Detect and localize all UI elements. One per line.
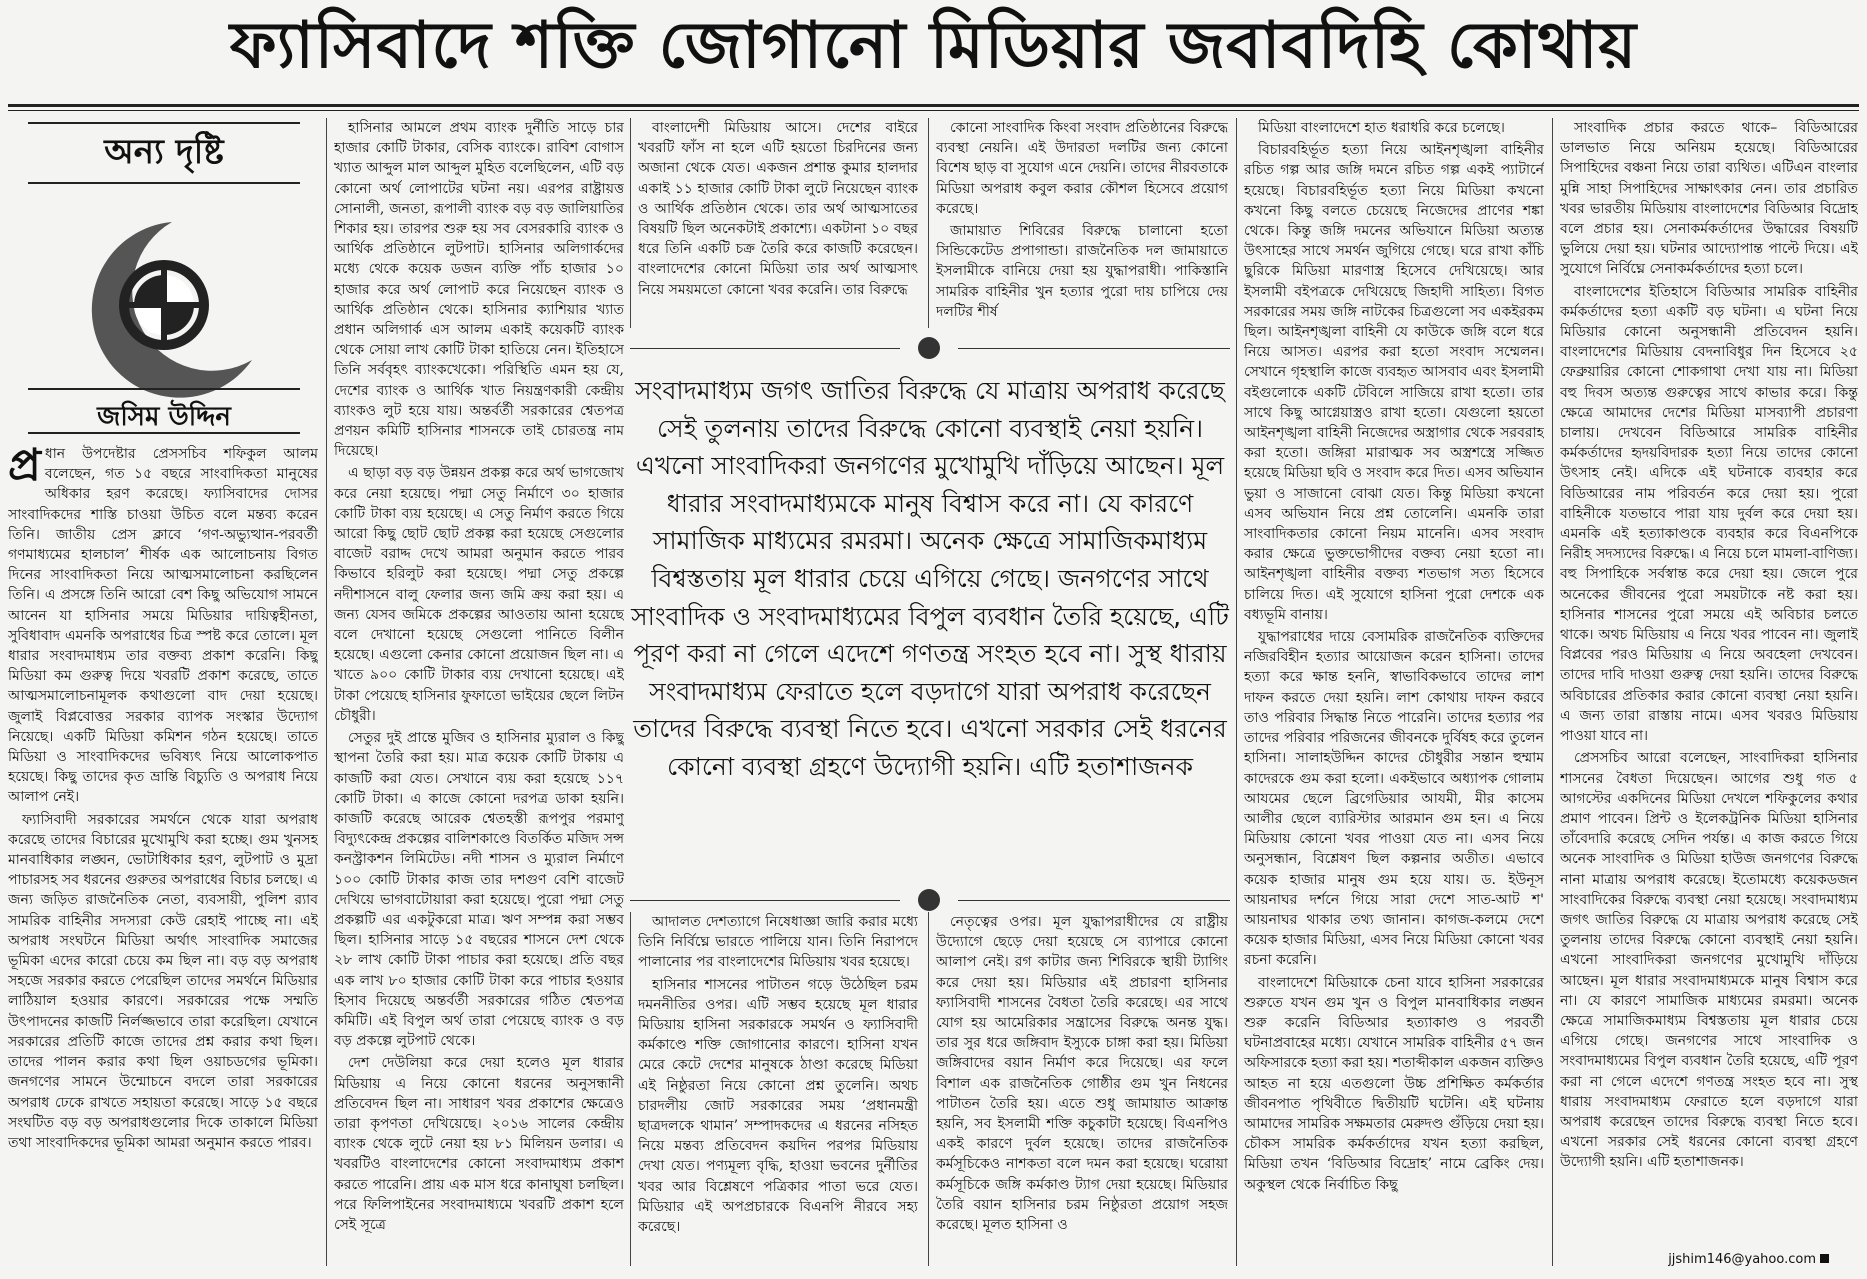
section-label: অন্য দৃষ্টি <box>104 132 224 172</box>
kicker-rule-bottom <box>28 182 300 184</box>
kicker-rule-top <box>28 122 300 124</box>
column-divider <box>1552 118 1553 1266</box>
column-divider <box>630 912 631 1266</box>
paragraph: সাংবাদিক প্রচার করতে থাকে– বিডিআরের ডালভাত নিয়ে অনিয়ম হয়েছে। বিডিআরের সিপাহিদের বঞ্চনা নিয়ে তারা ব্যথিত। এটিএন বাংলার মুন্নি সাহা সিপাহিদের সাক্ষাৎকার নেন। তার প্রচারিত খবর ভারতীয় মিডিয়ায় বাংলাদেশের বিডিআর বিদ্রোহ বলে প্রচার হয়। সেনাকর্মকর্তাদের উদ্ধারের বিষয়টি ভুলিয়ে দেয়া হয়। ঘটনার আদ্যোপান্ত পাল্টে দিয়ে। এই সুযোগে নির্বিঘ্নে সেনাকর্মকর্তাদের হত্যা চলে। <box>1560 120 1858 278</box>
column-divider <box>326 118 327 1266</box>
dropcap: প্র <box>8 444 41 491</box>
paragraph: এ ছাড়া বড় বড় উন্নয়ন প্রকল্প করে অর্থ ভাগজোখ করে নেয়া হয়েছে। পদ্মা সেতু নির্মাণে ৩০ হাজার কোটি টাকা ব্যয় হয়েছে। এ সেতু নির্মাণ করতে গিয়ে আরো কিছু ছোট ছোট প্রকল্প করা হয়েছে সেগুলোর বাজেট বরাদ্দ দেখে আমরা অনুমান করতে পারব কিভাবে হরিলুট করা হয়েছে। পদ্মা সেতু প্রকল্পে নদীশাসনে বালু ফেলার জন্য জমি ক্রয় করা হয়। এ জন্য যেসব জমিকে প্রকল্পের আওতায় আনা হয়েছে বলে দেখানো হয়েছে সেগুলো পানিতে বিলীন হয়েছে। এগুলো কেনার কোনো প্রয়োজন ছিল না। এ খাতে ৯০০ কোটি টাকার ব্যয় দেখানো হয়েছে। এই টাকা পেয়েছে হাসিনার ফুফাতো ভাইয়ের ছেলে লিটন চৌধুরী। <box>334 465 624 724</box>
paragraph: হাসিনার আমলে প্রথম ব্যাংক দুর্নীতি সাড়ে চার হাজার কোটি টাকার, বেসিক ব্যাংকে। রাবিশ বোগাস খ্যাত আব্দুল মাল আব্দুল মুহিত বলেছিলেন, এটি বড় কোনো অর্থ লোপাটের ঘটনা নয়। এরপর রাষ্ট্রায়ত্ত সোনালী, জনতা, রূপালী ব্যাংক বড় বড় জালিয়াতির শিকার হয়। তারপর শুরু হয় সব বেসরকারি ব্যাংক ও আর্থিক প্রতিষ্ঠানে লুটপাট। হাসিনার অলিগার্কদের মধ্যে থেকে কয়েক ডজন ব্যক্তি পাঁচ হাজার ১০ হাজার করে অর্থ লোপাট করে নিয়েছেন ব্যাংক ও আর্থিক প্রতিষ্ঠান থেকে। হাসিনার ক্যাশিয়ার খ্যাত প্রধান অলিগার্ক এস আলম একাই কয়েকটি ব্যাংক থেকে সোয়া লাখ কোটি টাকা হাতিয়ে নেন। ইতিহাসে তিনি সর্ববৃহৎ ব্যাংকখেকো। পরিস্থিতি এমন হয় যে, দেশের ব্যাংক ও আর্থিক খাত নিয়ন্ত্রণকারী কেন্দ্রীয় ব্যাংকও লুট হয়ে যায়। অন্তর্বর্তী সরকারের শ্বেতপত্র প্রণয়ন কমিটি হাসিনার শাসনকে তাই চোরতন্ত্র নাম দিয়েছে। <box>334 120 624 460</box>
column-divider <box>928 118 929 328</box>
paragraph: আদালত দেশত্যাগে নিষেধাজ্ঞা জারি করার মধ্যে তিনি নির্বিঘ্নে ভারতে পালিয়ে যান। তিনি নিরাপদে পালানোর পর বাংলাদেশের মিডিয়ায় খবর হয়েছে। <box>638 914 918 971</box>
top-rule <box>8 104 1859 107</box>
column-5 <box>1244 118 1544 1266</box>
pull-quote: সংবাদমাধ্যম জগৎ জাতির বিরুদ্ধে যে মাত্রায় অপরাধ করেছে সেই তুলনায় তাদের বিরুদ্ধে কোনো ব্যবস্থাই নেয়া হয়নি। এখনো সাংবাদিকরা জনগণের মুখোমুখি দাঁড়িয়ে আছেন। মূল ধারার সংবাদমাধ্যমকে মানুষ বিশ্বাস করে না। যে কারণে সামাজিক মাধ্যমের রমরমা। অনেক ক্ষেত্রে সামাজিকমাধ্যম বিশ্বস্ততায় মূল ধারার চেয়ে এগিয়ে গেছে। জনগণের সাথে সাংবাদিক ও সংবাদমাধ্যমের বিপুল ব্যবধান তৈরি হয়েছে, এটি পূরণ করা না গেলে এদেশে গণতন্ত্র সংহত হবে না। সুস্থ ধারায় সংবাদমাধ্যম ফেরাতে হলে বড়দাগে যারা অপরাধ করেছেন তাদের বিরুদ্ধে ব্যবস্থা নিতে হবে। এখনো সরকার সেই ধরনের কোনো ব্যবস্থা গ্রহণে উদ্যোগী হয়নি। এটি হতাশাজনক <box>631 376 1229 781</box>
paragraph: ফ্যাসিবাদী সরকারের সমর্থনে থেকে যারা অপরাধ করেছে তাদের বিচারের মুখোমুখি করা হচ্ছে। গুম খুনসহ মানবাধিকার লঙ্ঘন, ভোটাধিকার হরণ, লুটপাট ও মুদ্রা পাচারসহ সব ধরনের গুরুতর অপরাধের বিচার চলছে। এ জন্য জড়িত রাজনৈতিক নেতা, ব্যবসায়ী, পুলিশ র‌্যাব সামরিক বাহিনীর সদস্যরা কেউ রেহাই পাচ্ছে না। এই অপরাধ সংঘটনে মিডিয়া অর্থাৎ সাংবাদিক সমাজের ভূমিকা এদের কারো চেয়ে কম ছিল না। বড় বড় অপরাধ সহজে সরকার করতে পেরেছিল তাদের সমর্থনে মিডিয়ার লাঠিয়াল হওয়ার কারণে। সরকারের পক্ষে সম্মতি উৎপাদনের কাজটি নির্লজ্জভাবে তারা করেছিল। যেখানে সরকারের প্রতিটি কাজে তাদের প্রশ্ন করার কথা ছিল। তাদের পালন করার কথা ছিল ওয়াচডগের ভূমিকা। জনগণের সামনে উন্মোচনে বদলে তারা সরকারের অপরাধ ঢেকে রাখতে সহায়তা করেছে। সাড়ে ১৫ বছরে সংঘটিত বড় বড় অপরাধগুলোর দিকে তাকালে মিডিয়া তথা সাংবাদিকদের ভূমিকা আমরা অনুমান করতে পারব। <box>8 811 318 1151</box>
column-4-bottom <box>936 912 1228 1266</box>
byline-rule-bottom <box>28 432 300 434</box>
byline-rule-top <box>28 388 300 390</box>
paragraph: বাংলাদেশের ইতিহাসে বিডিআর সামরিক বাহিনীর কর্মকর্তাদের হত্যা একটি বড় ঘটনা। এ ঘটনা নিয়ে মিডিয়ার কোনো অনুসন্ধানী প্রতিবেদন হয়নি। বাংলাদেশের মিডিয়ায় বেদনাবিধুর দিন হিসেবে ২৫ ফেব্রুয়ারির কোনো শোকগাথা দেখা যায় না। মিডিয়া বহু দিবস অত্যন্ত গুরুত্বের সাথে কাভার করে। কিন্তু ক্ষেত্রে আমাদের দেশের মিডিয়া মাসব্যাপী প্রচারণা চালায়। দেখবেন বিডিআরে সামরিক বাহিনীর কর্মকর্তাদের হৃদয়বিদারক হত্যা নিয়ে তাদের কোনো উৎসাহ নেই। এদিকে এই ঘটনাকে ব্যবহার করে বিডিআরের নাম পরিবর্তন করে দেয়া হয়। পুরো বাহিনীকে যতভাবে পারা যায় দুর্বল করে দেয়া হয়। এমনকি এই হত্যাকাণ্ডকে ব্যবহার করে বিএনপিকে নিরীহ সদস্যদের বিরুদ্ধে। এ নিয়ে চলে মামলা-বাণিজ্য। বহু সিপাহিকে সর্বস্বান্ত করে দেয়া হয়। জেলে পুরে অনেকের জীবনের পুরো সময়টাকে নষ্ট করা হয়। হাসিনার শাসনের পুরো সময়ে এই অবিচার চলতে থাকে। অথচ মিডিয়ায় এ নিয়ে খবর পাবেন না। জুলাই বিপ্লবের পরও মিডিয়ায় এ নিয়ে অবহেলা দেখবেন। তাদের দাবি দাওয়া গুরুত্ব দেয়া হয়নি। তাদের বিরুদ্ধে অবিচারের প্রতিকার করার কোনো ব্যবস্থা নেয়া হয়নি। এ জন্য তারা রাস্তায় নামে। এসব খবরও মিডিয়ায় পাওয়া যাবে না। <box>1560 283 1858 745</box>
column-2 <box>334 118 624 1266</box>
paragraph: কোনো সাংবাদিক কিংবা সংবাদ প্রতিষ্ঠানের বিরুদ্ধে ব্যবস্থা নেয়নি। এই উদারতা দলটির জন্য কোনো বিশেষ ছাড় বা সুযোগ এনে দেয়নি। তাদের নীরবতাকে মিডিয়া অপরাধ কবুল করার কৌশল হিসেবে প্রয়োগ করেছে। <box>936 120 1228 217</box>
paragraph: বিচারবহির্ভূত হত্যা নিয়ে আইনশৃঙ্খলা বাহিনীর রচিত গল্প আর জঙ্গি দমনে রচিত গল্প একই প্যাটার্নে হয়েছে। বিচারবহির্ভূত হত্যা নিয়ে মিডিয়া কখনো কখনো কিছু বলতে চেয়েছে নিজেদের প্রাণের শঙ্কা থেকে। কিন্তু জঙ্গি দমনের অভিযানে মিডিয়া অত্যন্ত উৎসাহের সাথে সমর্থন জুগিয়ে গেছে। ঘরে রাখা কাঁচি ছুরিকে মিডিয়া মারণাস্ত্র হিসেবে দেখিয়েছে। আর ইসলামী বইপত্রকে দেখিয়েছে জিহাদী সাহিত্য। বিগত সরকারের সময় জঙ্গি নাটকের চিত্রগুলো সব একইরকম ছিল। আইনশৃঙ্খলা বাহিনী যে কাউকে জঙ্গি বলে ধরে নিয়ে আসত। এরপর করা হতো সংবাদ সম্মেলন। সেখানে গৃহস্থালি কাজে ব্যবহৃত আসবাব এবং ইসলামী বইগুলোকে একটি টেবিলে সাজিয়ে রাখা হতো। তার সাথে কিছু আগ্নেয়াস্ত্রও রাখা হতো। যেগুলো হয়তো আইনশৃঙ্খলা বাহিনী নিজেদের অস্ত্রাগার থেকে সরবরাহ করা হতো। জঙ্গিরা মারাত্মক সব অস্ত্রশস্ত্রে সজ্জিত হয়েছে মিডিয়া ছবি ও সংবাদ করে দিত। এসব অভিযান ভুয়া ও সাজানো বোঝা যেত। কিন্তু মিডিয়া কখনো এসব অভিযান নিয়ে প্রশ্ন তোলেনি। এমনকি তারা সাংবাদিকতার কোনো নিয়ম মানেনি। এসব সংবাদ করার ক্ষেত্রে ভুক্তভোগীদের বক্তব্য নেয়া হতো না। আইনশৃঙ্খলা বাহিনীর বক্তব্য শতভাগ সত্য হিসেবে চালিয়ে দিত। এই সুযোগে হাসিনা পুরো দেশকে এক বধ্যভূমি বানায়। <box>1244 142 1544 623</box>
email-text: jjshim146@yahoo.com <box>1668 1252 1816 1267</box>
paragraph: নেতৃত্বের ওপর। মূল যুদ্ধাপরাধীদের যে রাষ্ট্রীয় উদ্যোগে ছেড়ে দেয়া হয়েছে সে ব্যাপারে কোনো আলাপ নেই। রগ কাটার জন্য শিবিরকে স্থায়ী ট্যাগিং করে দেয়া হয়। মিডিয়ার এই প্রচারণা হাসিনার ফ্যাসিবাদী শাসনের বৈধতা তৈরি করেছে। এর সাথে যোগ হয় আমেরিকার সন্ত্রাসের বিরুদ্ধে অনন্ত যুদ্ধ। তার সুর ধরে জঙ্গিবাদ ইস্যুকে চাঙ্গা করা হয়। মিডিয়া জঙ্গিবাদের বয়ান নির্মাণ করে দিয়েছে। এর ফলে বিশাল এক রাজনৈতিক গোষ্ঠীর গুম খুন নিধনের পাটাতন তৈরি হয়। এতে শুধু জামায়াত আক্রান্ত হয়নি, সব ইসলামী শক্তি কচুকাটা হয়েছে। বিএনপিও একই কারণে দুর্বল হয়েছে। তাদের রাজনৈতিক কর্মসূচিকেও নাশকতা বলে দমন করা হয়েছে। ঘরোয়া কর্মসূচিকে জঙ্গি কর্মকাণ্ড ট্যাগ দেয়া হয়েছে। মিডিয়ার তৈরি বয়ান হাসিনার চরম নিষ্ঠুরতা প্রয়োগ সহজ করেছে। মূলত হাসিনা ও <box>936 914 1228 1234</box>
pull-rule-bottom-left <box>630 900 900 901</box>
author-byline: জসিম উদ্দিন <box>97 402 231 432</box>
paragraph: মিডিয়া বাংলাদেশে হাত ধরাধরি করে চলেছে। <box>1258 120 1505 136</box>
paragraph: হাসিনার শাসনের পাটাতন গড়ে উঠেছিল চরম দমননীতির ওপর। এটি সম্ভব হয়েছে মূল ধারার মিডিয়ায় হাসিনা সরকারকে সমর্থন ও ফ্যাসিবাদী কর্মকাণ্ডে শক্তি জোগানোর কারণে। হাসিনা যখন মেরে কেটে দেশের মানুষকে ঠাণ্ডা করেছে মিডিয়া এই নিষ্ঠুরতা নিয়ে কোনো প্রশ্ন তুলেনি। অথচ চারদলীয় জোট সরকারের সময় ‘প্রধানমন্ত্রী ছাত্রদলকে থামান’ সম্পাদকদের এ ধরনের নসিহত নিয়ে মন্তব্য প্রতিবেদন কয়দিন পরপর মিডিয়ায় দেখা যেত। পণ্যমূল্য বৃদ্ধি, হাওয়া ভবনের দুর্নীতির খবর আর বিশ্লেষণে পত্রিকার পাতা ভরে যেত। মিডিয়ার এই অপপ্রচারকে বিএনপি নীরবে সহ্য করেছে। <box>638 976 918 1236</box>
paragraph: বাংলাদেশে মিডিয়াকে চেনা যাবে হাসিনা সরকারের শুরুতে যখন গুম খুন ও বিপুল মানবাধিকার লঙ্ঘন শুরু করেনি বিডিআর হত্যাকাণ্ড ও পরবর্তী ঘটনাপ্রবাহের মধ্যে। যেখানে সামরিক বাহিনীর ৫৭ জন অফিসারকে হত্যা করা হয়। শতাব্দীকাল একজন ব্যক্তিও আহত না হয়ে এতগুলো উচ্চ প্রশিক্ষিত কর্মকর্তার জীবনপাত পৃথিবীতে দ্বিতীয়টি ঘটেনি। এই ঘটনায় আমাদের সামরিক সক্ষমতার মেরুদণ্ড গুঁড়িয়ে দেয়া হয়। চৌকস সামরিক কর্মকর্তাদের যখন হত্যা করছিল, মিডিয়া তখন ‘বিডিআর বিদ্রোহ’ নামে ব্রেকিং দেয়। অকুস্থল থেকে নির্বাচিত কিছু <box>1244 974 1544 1193</box>
top-rule-thin <box>8 110 1859 111</box>
column-3-bottom <box>638 912 918 1266</box>
paragraph: দেশ দেউলিয়া করে দেয়া হলেও মূল ধারার মিডিয়ায় এ নিয়ে কোনো ধরনের অনুসন্ধানী প্রতিবেদন ছিল না। সাধারণ খবর প্রকাশের ক্ষেত্রেও তারা কৃপণতা দেখিয়েছে। ২০১৬ সালের কেন্দ্রীয় ব্যাংক থেকে লুটে নেয়া হয় ৮১ মিলিয়ন ডলার। এ খবরটিও বাংলাদেশের কোনো সংবাদমাধ্যম প্রকাশ করতে পারেনি। প্রায় এক মাস ধরে কানাঘুষা চলছিল। পরে ফিলিপাইনের সংবাদমাধ্যমে খবরটি প্রকাশ হলে সেই সূত্রে <box>334 1055 624 1233</box>
column-3-top <box>638 118 918 326</box>
paragraph: যুদ্ধাপরাধের দায়ে বেসামরিক রাজনৈতিক ব্যক্তিদের নজিরবিহীন হত্যার আয়োজন করেন হাসিনা। তাদের হত্যা করে ক্ষান্ত হননি, স্বাভাবিকভাবে তাদের লাশ দাফন করতে দেয়া হয়নি। লাশ কোথায় দাফন করবে তাও পরিবার সিদ্ধান্ত নিতে পারেনি। তাদের হত্যার পর তাদের পরিবার পরিজনের জীবনকে দুর্বিষহ করে তুলেন হাসিনা। সালাহউদ্দিন কাদের চৌধুরীর সন্তান হুম্মাম কাদেরকে গুম করা হলো। একইভাবে অধ্যাপক গোলাম আযমের ছেলে ব্রিগেডিয়ার আযমী, মীর কাসেম আলীর ছেলে ব্যারিস্টার আরমান গুম হন। এ নিয়ে মিডিয়ায় কোনো খবর পাওয়া যেত না। এসব নিয়ে অনুসন্ধান, বিশ্লেষণ ছিল কল্পনার অতীত। এভাবে কয়েক হাজার মানুষ গুম হয়ে যায়। ড. ইউনূস আয়নাঘর দর্শনে গিয়ে সারা দেশে সাত-আট শ' আয়নাঘর থাকার তথ্য জানান। কাগজ-কলমে দেশে কয়েক হাজার মিডিয়া, এসব নিয়ে মিডিয়া কোনো খবর রচনা করেনি। <box>1244 629 1544 969</box>
column-4-top <box>936 118 1228 326</box>
column-divider <box>630 118 631 328</box>
paragraph: বাংলাদেশী মিডিয়ায় আসে। দেশের বাইরে খবরটি ফাঁস না হলে এটি হয়তো চিরদিনের জন্য অজানা থেকে যেত। একজন প্রশান্ত কুমার হালদার একাই ১১ হাজার কোটি টাকা লুটে নিয়েছেন ব্যাংক ও আর্থিক প্রতিষ্ঠান থেকে। তার অর্থ আত্মসাতের বিষয়টি ছিল অনেকটাই প্রকাশ্যে। একটানা ১০ বছর ধরে তিনি একটি চক্র তৈরি করে কাজটি করেছেন। বাংলাদেশের কোনো মিডিয়া তার অর্থ আত্মসাৎ নিয়ে সময়মতো কোনো খবর করেনি। তার বিরুদ্ধে <box>638 120 918 298</box>
author-email <box>1668 1252 1829 1267</box>
paragraph: প্রেসসচিব আরো বলেছেন, সাংবাদিকরা হাসিনার শাসনের বৈধতা দিয়েছেন। আগের শুধু গত ৫ আগস্টের একদিনের মিডিয়া দেখলে শফিকুলের কথার প্রমাণ পাবেন। প্রিন্ট ও ইলেকট্রনিক মিডিয়া হাসিনার তাঁবেদারি করেছে সেদিন পর্যন্ত। এ কাজ করতে গিয়ে অনেক সাংবাদিক ও মিডিয়া হাউজ জনগণের বিরুদ্ধে নানা মাত্রায় অপরাধ করেছে। ইতোমধ্যে কয়েকডজন সাংবাদিকের বিরুদ্ধে ব্যবস্থা নেয়া হয়েছে। সংবাদমাধ্যম জগৎ জাতির বিরুদ্ধে যে মাত্রায় অপরাধ করেছে সেই তুলনায় তাদের বিরুদ্ধে কোনো ব্যবস্থাই নেয়া হয়নি। এখনো সাংবাদিকরা জনগণের মুখোমুখি দাঁড়িয়ে আছেন। মূল ধারার সংবাদমাধ্যমকে মানুষ বিশ্বাস করে না। যে কারণে সামাজিক মাধ্যমের রমরমা। অনেক ক্ষেত্রে সামাজিকমাধ্যম বিশ্বস্ততায় মূল ধারার চেয়ে এগিয়ে গেছে। জনগণের সাথে সাংবাদিক ও সংবাদমাধ্যমের বিপুল ব্যবধান তৈরি হয়েছে, এটি পূরণ করা না গেলে এদেশে গণতন্ত্র সংহত হবে না। সুস্থ ধারায় সংবাদমাধ্যম ফেরাতে হলে বড়দাগে যারা অপরাধ করেছেন তাদের বিরুদ্ধে ব্যবস্থা নিতে হবে। এখনো সরকার সেই ধরনের কোনো ব্যবস্থা গ্রহণে উদ্যোগী হয়নি। এটি হতাশাজনক। <box>1560 750 1858 1171</box>
end-mark-icon <box>1820 1254 1829 1263</box>
headline: ফ্যাসিবাদে শক্তি জোগানো মিডিয়ার জবাবদিহি কোথায় <box>229 8 1638 83</box>
column-divider <box>1236 118 1237 1266</box>
paragraph: জামায়াত শিবিরের বিরুদ্ধে চালানো হতো সিন্ডিকেটেড প্রপাগান্ডা। রাজনৈতিক দল জামায়াতে ইসলামীকে বানিয়ে দেয়া হয় যুদ্ধাপরাধী। পাকিস্তানি সামরিক বাহিনীর খুন হত্যার পুরো দায় চাপিয়ে দেয় দলটির শীর্ষ <box>936 223 1228 320</box>
pull-dot-bottom <box>918 889 940 911</box>
crosshair-moon-logo-icon <box>52 210 276 400</box>
paragraph: ধান উপদেষ্টার প্রেসসচিব শফিকুল আলম বলেছেন, গত ১৫ বছরে সাংবাদিকতা মানুষের অধিকার হরণ করেছে। ফ্যাসিবাদের দোসর সাংবাদিকদের শাস্তি চাওয়া উচিত বলে মন্তব্য করেন তিনি। জাতীয় প্রেস ক্লাবে ‘গণ-অভ্যুত্থান-পরবর্তী গণমাধ্যমের হালচাল’ শীর্ষক এক আলোচনায় বিগত দিনের সাংবাদিকতা নিয়ে আত্মসমালোচনা করছিলেন তিনি। এ প্রসঙ্গে তিনি আরো বেশ কিছু অভিযোগ সামনে আনেন যা হাসিনার সময়ে মিডিয়ার দায়িত্বহীনতা, সুবিধাবাদ এমনকি অপরাধের চিত্র স্পষ্ট করে তোলে। মূল ধারার সংবাদমাধ্যম তার বক্তব্য প্রকাশ করেনি। কিছু মিডিয়া কম গুরুত্ব দিয়ে খবরটি প্রকাশ করেছে, তাতে আত্মসমালোচনামূলক কথাগুলো বাদ দেয়া হয়েছে। জুলাই বিপ্লবোত্তর সরকার ব্যাপক সংস্কার উদ্যোগ নিয়েছে। একটি মিডিয়া কমিশন গঠন হয়েছে। তাতে মিডিয়া ও সাংবাদিকদের ভবিষ্যৎ নিয়ে আলোকপাত হয়েছে। কিছু তাদের কৃত ভ্রান্তি বিচ্যুতি ও অপরাধ নিয়ে আলাপ নেই। <box>8 446 318 806</box>
column-divider <box>928 912 929 1266</box>
column-1 <box>8 444 318 1264</box>
pull-rule-top-right <box>958 348 1230 349</box>
paragraph: সেতুর দুই প্রান্তে মুজিব ও হাসিনার ম্যুরাল ও কিছু স্থাপনা তৈরি করা হয়। মাত্র কয়েক কোটি টাকায় এ কাজটি করা যেত। সেখানে ব্যয় করা হয়েছে ১১৭ কোটি টাকা। এ কাজে কোনো দরপত্র ডাকা হয়নি। কাজটি করেছে আরেক শ্বেতহস্তী রূপপুর পরমাণু বিদ্যুৎকেন্দ্র প্রকল্পের বালিশকাণ্ডে বিতর্কিত মজিদ সন্স কনস্ট্রাকশন লিমিটেড। নদী শাসন ও ম্যুরাল নির্মাণে ১০০ কোটি টাকার কাজ তার দশগুণ বেশি বাজেট দেখিয়ে ভাগবাটোয়ারা করা হয়েছে। পুরো পদ্মা সেতু প্রকল্পটি এর একটুকরো মাত্র। ঋণ সম্পন্ন করা সম্ভব ছিল। হাসিনার সাড়ে ১৫ বছরের শাসনে দেশ থেকে ২৮ লাখ কোটি টাকা পাচার করা হয়েছে। প্রতি বছর এক লাখ ৮০ হাজার কোটি টাকা করে পাচার হওয়ার হিসাব দিয়েছে অন্তর্বর্তী সরকারের গঠিত শ্বেতপত্র কমিটি। এই বিপুল অর্থ তারা পেয়েছে ব্যাংক ও বড় বড় প্রকল্পে লুটপাট থেকে। <box>334 730 624 1050</box>
column-6 <box>1560 118 1858 1246</box>
pull-rule-top-left <box>630 348 900 349</box>
pull-rule-bottom-right <box>958 900 1230 901</box>
pull-dot-top <box>918 337 940 359</box>
